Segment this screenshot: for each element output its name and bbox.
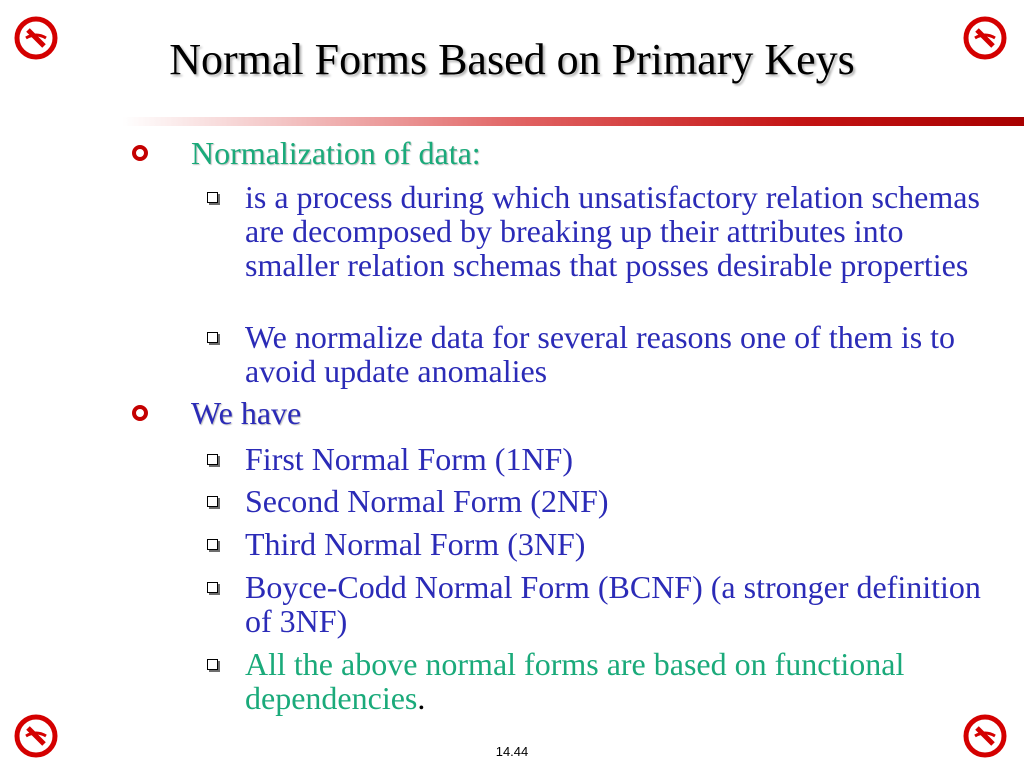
shadowed-square-bullet-icon [207, 659, 218, 670]
shadowed-square-bullet-icon [207, 539, 218, 550]
bullet-normalization-label: Normalization of data: [191, 135, 481, 171]
shadowed-square-bullet-icon [207, 454, 218, 465]
hollow-circle-bullet-icon [132, 145, 148, 161]
shadowed-square-bullet-icon [207, 332, 218, 343]
page-number: 14.44 [495, 744, 529, 759]
slide-title: Normal Forms Based on Primary Keys [169, 35, 855, 84]
sub-bullet-text: Boyce-Codd Normal Form (BCNF) (a stronger definition of 3NF) [245, 569, 981, 639]
sub-bullet-text: All the above normal forms are based on functional dependencies [245, 646, 905, 716]
sub-bullet-text: First Normal Form (1NF) [245, 441, 573, 477]
sub-bullet-text: Third Normal Form (3NF) [245, 526, 586, 562]
shadowed-square-bullet-icon [207, 582, 218, 593]
sub-bullet-text: We normalize data for several reasons one of them is to avoid update anomalies [245, 319, 956, 389]
shadowed-square-bullet-icon [207, 192, 218, 203]
sub-bullet-text: is a process during which unsatisfactory relation schemas are decomposed by breaking up their attributes into smaller relation schemas that posses desirable properties [245, 179, 980, 283]
hollow-circle-bullet-icon [132, 405, 148, 421]
sub-bullet-period: . [417, 680, 426, 716]
shadowed-square-bullet-icon [207, 496, 218, 507]
sub-bullet-text: Second Normal Form (2NF) [245, 483, 609, 519]
bullet-we-have-label: We have [191, 395, 302, 431]
